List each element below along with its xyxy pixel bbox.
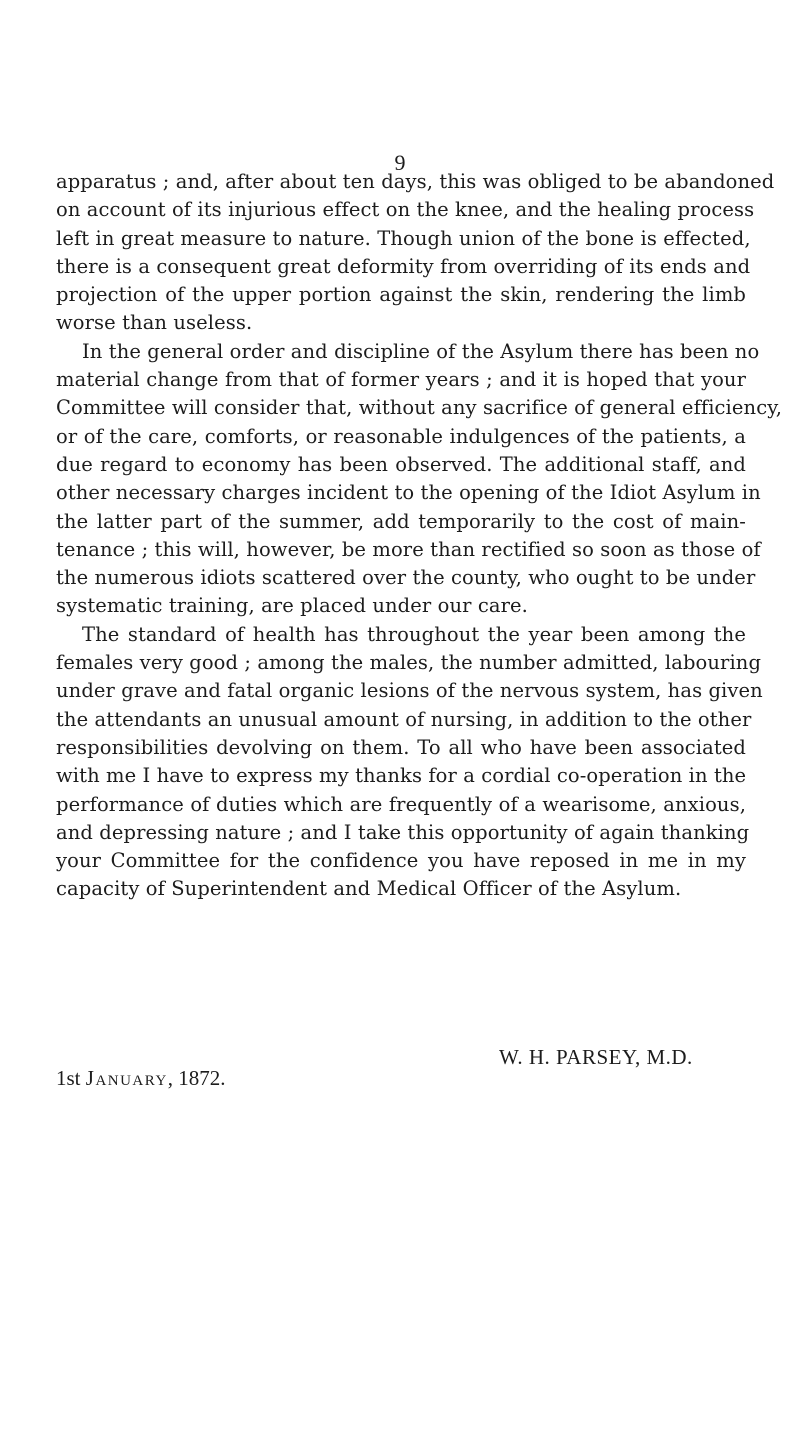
text-line: on account of its injurious effect on the knee, and the healing process <box>56 198 755 222</box>
text-line: females very good ; among the males, the number admitted, labouring <box>56 651 762 675</box>
text-line: your Committee for the confidence you have reposed in me in my <box>56 849 746 873</box>
text-line: the latter part of the summer, add temporarily to the cost of main- <box>56 509 746 533</box>
text-line: left in great measure to nature. Though union of the bone is effected, <box>56 226 751 250</box>
text-line: Committee will consider that, without any sacrifice of general efficiency, <box>56 396 783 420</box>
text-line: responsibilities devolving on them. To all who have been associated <box>56 735 746 759</box>
text-line: performance of duties which are frequently of a wearisome, anxious, <box>56 792 746 816</box>
text-line: other necessary charges incident to the opening of the Idiot Asylum in <box>56 481 761 505</box>
text-line: apparatus ; and, after about ten days, this was obliged to be abandoned <box>56 170 775 193</box>
text-line: with me I have to express my thanks for a cordial co-operation in the <box>56 764 747 788</box>
text-line: capacity of Superintendent and Medical Officer of the Asylum. <box>56 877 682 901</box>
text-line: under grave and fatal organic lesions of the nervous system, has given <box>56 679 763 703</box>
paragraph-start-line: In the general order and discipline of the Asylum there has been no <box>82 339 760 363</box>
text-line: projection of the upper portion against the skin, rendering the limb <box>56 283 746 307</box>
text-line: systematic training, are placed under our care. <box>56 594 528 618</box>
date-comma: , <box>167 1066 174 1090</box>
signature: W. H. PARSEY, M.D. <box>499 1045 693 1069</box>
text-line: or of the care, comforts, or reasonable indulgences of the patients, a <box>56 424 746 448</box>
page-number: 9 <box>394 150 406 175</box>
text-line: and depressing nature ; and I take this opportunity of again thanking <box>56 820 750 844</box>
text-line: there is a consequent great deformity from overriding of its ends and <box>56 254 751 278</box>
date-line <box>56 1066 226 1091</box>
date-day: 1st <box>56 1066 81 1090</box>
text-line: tenance ; this will, however, be more than rectified so soon as those of <box>56 537 761 561</box>
text-line: material change from that of former years ; and it is hoped that your <box>56 368 746 392</box>
date-month: January <box>85 1066 168 1090</box>
text-line: worse than useless. <box>56 311 253 335</box>
date-year: 1872. <box>178 1066 226 1090</box>
text-line: due regard to economy has been observed. The additional staff, and <box>56 452 746 476</box>
body-text <box>56 168 783 904</box>
text-line: the attendants an unusual amount of nursing, in addition to the other <box>56 707 752 731</box>
paragraph-start-line: The standard of health has throughout the year been among the <box>82 622 746 646</box>
text-line: the numerous idiots scattered over the county, who ought to be under <box>56 566 756 590</box>
